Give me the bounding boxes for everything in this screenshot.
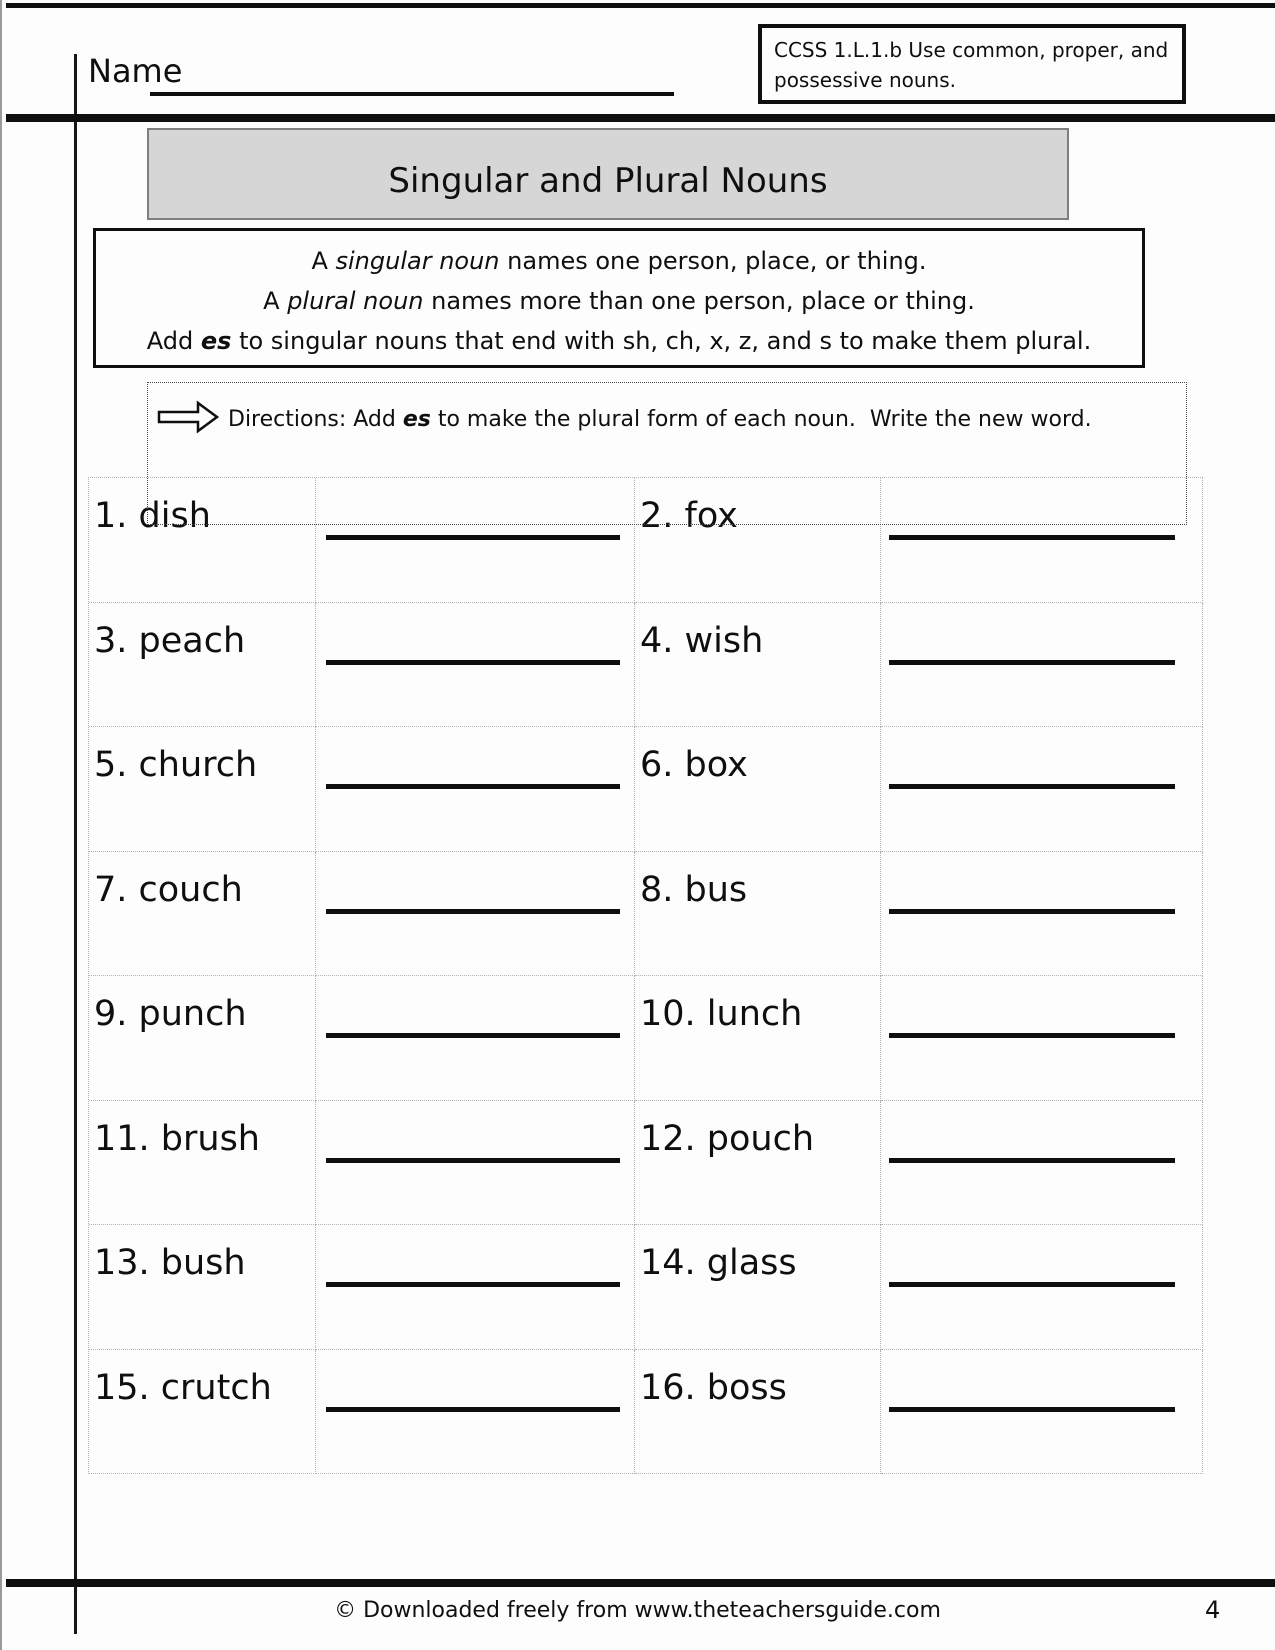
item-word-1: 1. dish	[89, 478, 316, 603]
left-margin-line	[74, 54, 77, 1634]
answer-line-15[interactable]	[326, 1407, 620, 1412]
rules-box	[93, 228, 1145, 368]
rule-line-3: Add es to singular nouns that end with sh, ch, x, z, and s to make them plural.	[146, 327, 1092, 355]
item-word-16: 16. boss	[635, 1350, 881, 1475]
page-title: Singular and Plural Nouns	[388, 161, 828, 201]
answer-line-2[interactable]	[889, 535, 1175, 540]
answer-cell-4	[881, 603, 1203, 728]
answer-line-9[interactable]	[326, 1033, 620, 1038]
item-word-4: 4. wish	[635, 603, 881, 728]
item-word-11: 11. brush	[89, 1101, 316, 1226]
answer-cell-11	[316, 1101, 635, 1226]
answer-line-6[interactable]	[889, 784, 1175, 789]
item-word-5: 5. church	[89, 727, 316, 852]
answer-cell-7	[316, 852, 635, 977]
footer-credit: © Downloaded freely from www.theteachersguide.com	[334, 1598, 941, 1623]
header-divider-rule	[6, 114, 1275, 122]
answer-line-1[interactable]	[326, 535, 620, 540]
title-banner	[147, 128, 1069, 220]
answer-line-7[interactable]	[326, 909, 620, 914]
answer-cell-3	[316, 603, 635, 728]
item-word-8: 8. bus	[635, 852, 881, 977]
item-word-14: 14. glass	[635, 1225, 881, 1350]
footer-divider-rule	[6, 1579, 1275, 1587]
rule-line-2: A plural noun names more than one person, place or thing.	[263, 287, 975, 315]
answer-cell-8	[881, 852, 1203, 977]
worksheet-grid	[88, 477, 1203, 1474]
item-word-6: 6. box	[635, 727, 881, 852]
directions-text: Directions: Add es to make the plural form of each noun. Write the new word.	[228, 406, 1092, 432]
answer-line-10[interactable]	[889, 1033, 1175, 1038]
name-label: Name	[88, 52, 183, 90]
item-word-7: 7. couch	[89, 852, 316, 977]
answer-line-14[interactable]	[889, 1282, 1175, 1287]
answer-cell-9	[316, 976, 635, 1101]
answer-cell-6	[881, 727, 1203, 852]
ccss-standard-box	[758, 24, 1186, 104]
item-word-3: 3. peach	[89, 603, 316, 728]
item-word-10: 10. lunch	[635, 976, 881, 1101]
top-border-rule	[6, 3, 1275, 8]
answer-cell-14	[881, 1225, 1203, 1350]
answer-line-8[interactable]	[889, 909, 1175, 914]
item-word-9: 9. punch	[89, 976, 316, 1101]
answer-line-4[interactable]	[889, 660, 1175, 665]
answer-cell-16	[881, 1350, 1203, 1475]
item-word-2: 2. fox	[635, 478, 881, 603]
rule-line-1: A singular noun names one person, place, or thing.	[311, 247, 927, 275]
answer-line-3[interactable]	[326, 660, 620, 665]
answer-cell-15	[316, 1350, 635, 1475]
answer-line-11[interactable]	[326, 1158, 620, 1163]
name-input-line[interactable]	[150, 92, 674, 96]
item-word-12: 12. pouch	[635, 1101, 881, 1226]
ccss-line-1: CCSS 1.L.1.b Use common, proper, and	[774, 38, 1169, 62]
item-word-15: 15. crutch	[89, 1350, 316, 1475]
answer-cell-12	[881, 1101, 1203, 1226]
answer-line-16[interactable]	[889, 1407, 1175, 1412]
page-number: 4	[1205, 1596, 1221, 1624]
answer-line-13[interactable]	[326, 1282, 620, 1287]
answer-cell-13	[316, 1225, 635, 1350]
answer-cell-10	[881, 976, 1203, 1101]
item-word-13: 13. bush	[89, 1225, 316, 1350]
ccss-line-2: possessive nouns.	[774, 68, 957, 92]
directions-box	[147, 382, 1187, 525]
answer-line-5[interactable]	[326, 784, 620, 789]
answer-line-12[interactable]	[889, 1158, 1175, 1163]
answer-cell-5	[316, 727, 635, 852]
page-edge-line	[0, 0, 2, 1650]
right-arrow-icon	[156, 399, 220, 439]
